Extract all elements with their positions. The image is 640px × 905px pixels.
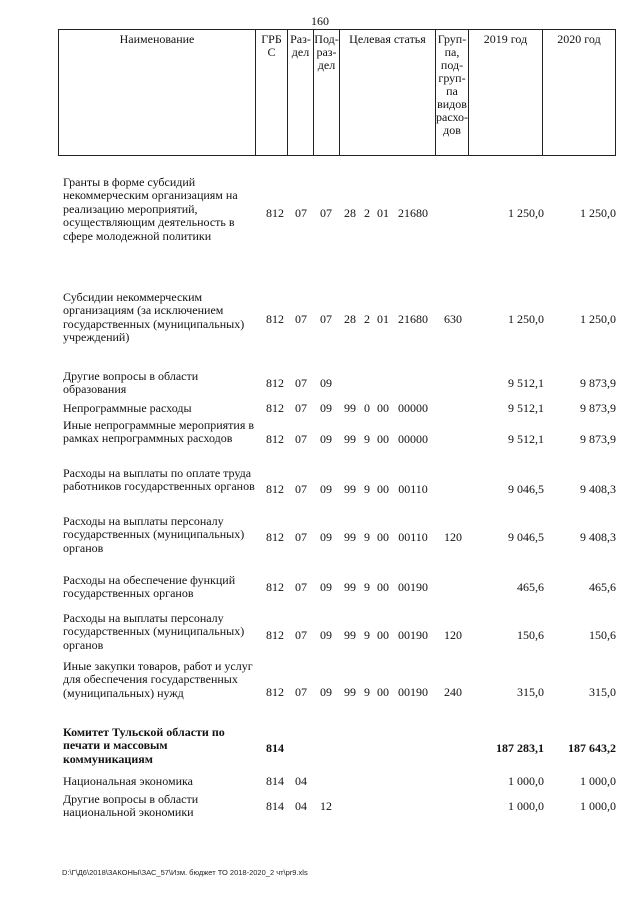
row-2020: 150,6 (589, 628, 616, 642)
row-podrazdel: 07 (320, 206, 332, 220)
header-2019: 2019 год (469, 30, 543, 155)
row-cs-subprogram: 9 (364, 482, 370, 496)
row-name: Расходы на выплаты персоналу государственных (муниципальных) органов (63, 514, 245, 555)
row-razdel: 07 (295, 628, 307, 642)
row-name: Субсидии некоммерческим организациям (за исключением государственных (муниципальных) учреждений) (63, 290, 245, 345)
row-cs-direction: 00110 (398, 530, 428, 544)
row-grbs: 812 (266, 482, 284, 496)
row-cs-subprogram: 0 (364, 401, 370, 415)
row-2019: 9 512,1 (508, 376, 544, 390)
header-2020: 2020 год (557, 32, 601, 46)
row-cs-subprogram: 9 (364, 628, 370, 642)
row-cs-subprogram: 9 (364, 685, 370, 699)
row-name: Расходы на выплаты персоналу государственных (муниципальных) органов (63, 611, 245, 652)
row-2019: 150,6 (517, 628, 544, 642)
row-cs-subprogram: 9 (364, 432, 370, 446)
row-2020: 9 873,9 (580, 376, 616, 390)
row-razdel: 04 (295, 799, 307, 813)
row-cs-program: 99 (344, 482, 356, 496)
row-2020: 1 000,0 (580, 774, 616, 788)
header-name: Наименование (59, 30, 256, 155)
row-cs-direction: 00190 (398, 685, 428, 699)
row-cs-direction: 21680 (398, 206, 428, 220)
row-2019: 9 512,1 (508, 432, 544, 446)
row-grbs: 812 (266, 580, 284, 594)
row-cs-main: 00 (377, 401, 389, 415)
row-2019: 465,6 (517, 580, 544, 594)
row-grbs: 812 (266, 628, 284, 642)
row-podrazdel: 09 (320, 580, 332, 594)
row-name: Иные непрограммные мероприятия в рамках непрограммных расходов (63, 418, 255, 446)
row-grbs: 814 (266, 799, 284, 813)
row-cs-main: 00 (377, 685, 389, 699)
row-razdel: 07 (295, 206, 307, 220)
row-2020: 9 408,3 (580, 482, 616, 496)
row-name: Другие вопросы в области образования (63, 369, 199, 397)
row-2019: 9 046,5 (508, 530, 544, 544)
row-cs-direction: 00000 (398, 432, 428, 446)
row-grbs: 812 (266, 401, 284, 415)
row-2020: 315,0 (589, 685, 616, 699)
row-name: Непрограммные расходы (63, 401, 192, 415)
row-cs-program: 99 (344, 530, 356, 544)
row-grbs: 812 (266, 376, 284, 390)
row-cs-main: 00 (377, 530, 389, 544)
row-2020: 1 000,0 (580, 799, 616, 813)
row-cs-program: 99 (344, 685, 356, 699)
row-podrazdel: 09 (320, 432, 332, 446)
row-2020: 465,6 (589, 580, 616, 594)
row-razdel: 07 (295, 685, 307, 699)
row-2019: 315,0 (517, 685, 544, 699)
row-cs-subprogram: 9 (364, 530, 370, 544)
row-cs-main: 01 (377, 312, 389, 326)
row-grbs: 812 (266, 312, 284, 326)
row-cs-program: 99 (344, 628, 356, 642)
row-cs-direction: 21680 (398, 312, 428, 326)
row-cs-program: 99 (344, 401, 356, 415)
row-cs-subprogram: 2 (364, 312, 370, 326)
row-cs-program: 99 (344, 432, 356, 446)
row-2019: 1 250,0 (508, 206, 544, 220)
row-cs-program: 28 (344, 312, 356, 326)
row-podrazdel: 09 (320, 628, 332, 642)
page-number: 160 (311, 14, 329, 28)
row-cs-main: 01 (377, 206, 389, 220)
row-cs-subprogram: 2 (364, 206, 370, 220)
row-2019: 187 283,1 (496, 741, 544, 755)
row-cs-main: 00 (377, 580, 389, 594)
header-podrazdel: Под- раз- дел (314, 30, 340, 155)
row-group: 120 (444, 530, 462, 544)
row-razdel: 04 (295, 774, 307, 788)
row-grbs: 812 (266, 685, 284, 699)
file-path-footer: D:\Г\Д6\2018\ЗАКОНЫ\ЗАС_57\Изм. бюджет ТО 2018-2020_2 чт\pr9.xls (62, 868, 308, 877)
row-razdel: 07 (295, 432, 307, 446)
header-gruppa: Груп- па, под- груп- па видов расхо- дов (436, 30, 469, 155)
row-2019: 1 250,0 (508, 312, 544, 326)
row-name: Комитет Тульской области по печати и массовым коммуникациям (63, 725, 225, 766)
row-grbs: 812 (266, 206, 284, 220)
row-2019: 9 512,1 (508, 401, 544, 415)
row-grbs: 814 (266, 774, 284, 788)
row-2020: 9 873,9 (580, 432, 616, 446)
row-name: Расходы на обеспечение функций государственных органов (63, 573, 236, 601)
row-2020: 9 408,3 (580, 530, 616, 544)
row-2020: 1 250,0 (580, 206, 616, 220)
row-podrazdel: 09 (320, 401, 332, 415)
row-group: 120 (444, 628, 462, 642)
row-name: Расходы на выплаты по оплате труда работников государственных органов (63, 466, 255, 494)
row-2020: 187 643,2 (568, 741, 616, 755)
header-cel-statya: Целевая статья (340, 30, 436, 155)
row-2019: 1 000,0 (508, 774, 544, 788)
row-razdel: 07 (295, 401, 307, 415)
row-name: Другие вопросы в области национальной экономики (63, 792, 199, 820)
header-razdel: Раз- дел (288, 30, 314, 155)
row-razdel: 07 (295, 482, 307, 496)
row-cs-main: 00 (377, 432, 389, 446)
row-cs-direction: 00190 (398, 580, 428, 594)
row-2019: 9 046,5 (508, 482, 544, 496)
row-razdel: 07 (295, 580, 307, 594)
row-podrazdel: 09 (320, 482, 332, 496)
row-name: Иные закупки товаров, работ и услуг для обеспечения государственных (муниципальных) нужд (63, 659, 253, 700)
row-2019: 1 000,0 (508, 799, 544, 813)
row-podrazdel: 09 (320, 376, 332, 390)
row-razdel: 07 (295, 312, 307, 326)
row-podrazdel: 12 (320, 799, 332, 813)
row-cs-main: 00 (377, 628, 389, 642)
row-group: 630 (444, 312, 462, 326)
header-grbs: ГРБ С (256, 30, 288, 155)
row-razdel: 07 (295, 530, 307, 544)
row-cs-direction: 00000 (398, 401, 428, 415)
row-cs-program: 99 (344, 580, 356, 594)
row-grbs: 812 (266, 530, 284, 544)
row-cs-program: 28 (344, 206, 356, 220)
row-group: 240 (444, 685, 462, 699)
row-podrazdel: 09 (320, 685, 332, 699)
row-podrazdel: 09 (320, 530, 332, 544)
row-grbs: 812 (266, 432, 284, 446)
row-cs-subprogram: 9 (364, 580, 370, 594)
row-cs-direction: 00110 (398, 482, 428, 496)
table-header (58, 29, 616, 156)
row-cs-direction: 00190 (398, 628, 428, 642)
row-cs-main: 00 (377, 482, 389, 496)
row-2020: 1 250,0 (580, 312, 616, 326)
row-name: Национальная экономика (63, 774, 193, 788)
row-name: Гранты в форме субсидий некоммерческим организациям на реализацию мероприятий, осуществляющим деятельность в сфере молодежной политики (63, 175, 238, 243)
row-2020: 9 873,9 (580, 401, 616, 415)
row-podrazdel: 07 (320, 312, 332, 326)
row-grbs: 814 (266, 741, 284, 755)
row-razdel: 07 (295, 376, 307, 390)
